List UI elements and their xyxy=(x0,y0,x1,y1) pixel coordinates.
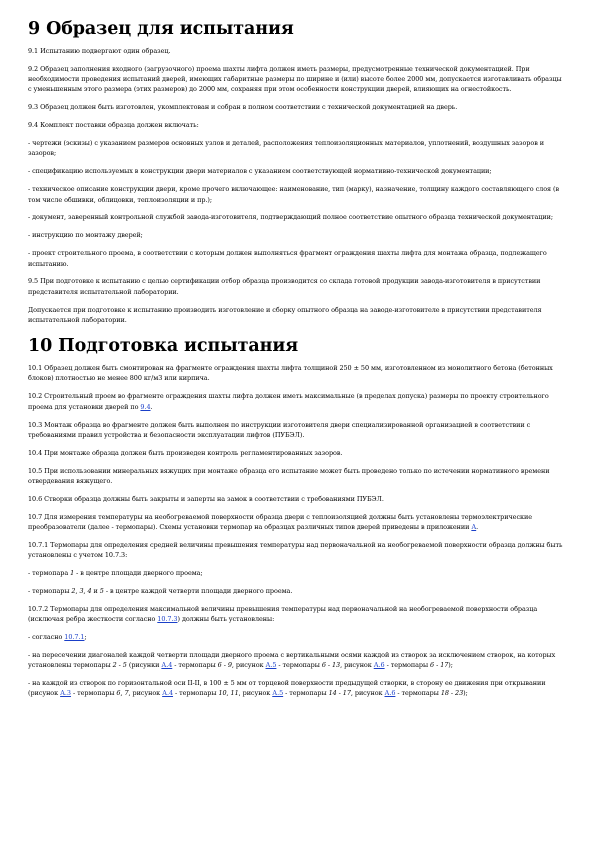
link-figure-a3[interactable]: А.3 xyxy=(60,689,71,698)
text-fragment: . xyxy=(150,402,153,411)
thermocouple-numbers: 2, 3, 4 xyxy=(71,586,92,595)
text-fragment: - термопары xyxy=(384,661,431,670)
text-fragment: - термопары xyxy=(173,689,219,698)
thermocouple-numbers: 6 - 13 xyxy=(321,661,341,670)
paragraph-9-2: 9.2 Образец заполнения входного (загрузочного) проема шахты лифта должен иметь размеры, предусмотренные технической документацией. При необходимости проведения испытаний дверей, имеющих габаритные размеры по ширине и (или) высоте более 2000 мм, допускается изготавливать образцы с уменьшенным этого размера (этих размеров) до 2000 мм, сохраняя при этом особенности конструкции дверей, влияющих на огнестойкость. xyxy=(28,64,562,94)
text-fragment: , рисунок xyxy=(128,689,163,698)
text-fragment: ); xyxy=(463,689,468,698)
paragraph-10-3: 10.3 Монтаж образца во фрагменте должен быть выполнен по инструкции изготовителя двери специализированной организацией в соответствии с требованиями правил устройства и безопасности эксплуатации лифтов (ПУБЭЛ). xyxy=(28,420,531,439)
text-fragment: 10.7.2 Термопары для определения максимальной величины превышения температуры над первоначальной на необогреваемой поверхности образца (исключая ребра жесткости согласно xyxy=(28,604,538,624)
list-item-according-10-7-1 xyxy=(28,632,564,642)
text-fragment: - термопары xyxy=(395,689,441,698)
link-9-4[interactable]: 9.4 xyxy=(140,402,151,411)
text-fragment: , рисунок xyxy=(238,689,273,698)
text-fragment: . xyxy=(476,523,479,531)
link-figure-a4[interactable]: А.4 xyxy=(162,689,174,698)
text-fragment: - термопары xyxy=(283,689,329,698)
thermocouple-numbers: 6 - 17 xyxy=(430,661,449,670)
link-figure-a5[interactable]: А.5 xyxy=(272,689,284,698)
text-fragment: (рисунки xyxy=(126,661,162,670)
thermocouple-numbers: 6 - 9 xyxy=(217,661,232,670)
text-fragment: 10.7 Для измерения температуры на необогреваемой поверхности образца двери с теплоизоляцией должны быть установлены термоэлектрические преобразователи (далее - термопары). Схемы установки термопар на образцах различных типов дверей приведены в приложении xyxy=(28,512,532,531)
text-fragment: - в центре каждой четверти площади дверного проема. xyxy=(103,586,293,595)
list-item-thermocouple-1 xyxy=(28,568,564,578)
text-fragment: - термопары xyxy=(70,689,117,698)
paragraph-10-7 xyxy=(28,512,564,533)
text-fragment: - на пересечении диагоналей каждой четверти площади дверного проема с вертикальными осями каждой из створок за исключением створок, на которых установлены термопары xyxy=(28,650,556,670)
thermocouple-numbers: 2 - 5 xyxy=(112,661,127,670)
paragraph-10-7-2 xyxy=(28,604,564,625)
list-item-opening-project: - проект строительного проема, в соответствии с которым должен выполняться фрагмент ограждения шахты лифта для монтажа образца, подлежащего испытанию. xyxy=(28,249,547,268)
text-fragment: и xyxy=(91,586,100,595)
paragraph-9-4: 9.4 Комплект поставки образца должен включать: xyxy=(28,121,199,130)
text-fragment: - термопары xyxy=(28,586,72,595)
list-item-thermocouples-2-5 xyxy=(28,586,564,596)
link-appendix-a[interactable]: А xyxy=(471,523,477,531)
thermocouple-number: 1 xyxy=(70,569,75,578)
link-10-7-3[interactable]: 10.7.3 xyxy=(157,615,178,624)
paragraph-9-3: 9.3 Образец должен быть изготовлен, укомплектован и собран в полном соответствии с технической документацией на дверь. xyxy=(28,103,458,112)
thermocouple-numbers: 14 - 17 xyxy=(328,689,351,698)
paragraph-10-6: 10.6 Створки образца должны быть закрыты и заперты на замок в соответствии с требованиями ПУБЭЛ. xyxy=(28,494,384,503)
link-figure-a5[interactable]: А.5 xyxy=(265,661,277,670)
thermocouple-numbers: 10, 11 xyxy=(218,689,239,698)
text-fragment: , рисунок xyxy=(231,661,266,670)
section-9-heading: 9 Образец для испытания xyxy=(28,19,294,39)
thermocouple-numbers: 18 - 23 xyxy=(440,689,464,698)
link-figure-a6[interactable]: А.6 xyxy=(384,689,396,698)
list-item-installation-manual: - инструкцию по монтажу дверей; xyxy=(28,231,143,240)
text-fragment: 10.2 Строительный проем во фрагменте ограждения шахты лифта должен иметь максимальные (в пределах допуска) размеры по проекту строительного проема для установки дверей по xyxy=(28,392,549,411)
paragraph-10-1: 10.1 Образец должен быть смонтирован на фрагменте ограждения шахты лифта толщиной 250 ± 50 мм, изготовленном из монолитного бетона (бетонных блоков) плотностью не менее 800 кг/м3 или кирпича. xyxy=(28,364,553,383)
thermocouple-numbers: 6, 7 xyxy=(116,689,129,698)
list-item-horizontal-axis xyxy=(28,678,564,699)
text-fragment: - в центре площади дверного проема; xyxy=(74,569,203,578)
text-fragment: - на каждой из створок по горизонтальной оси II-II, в 100 ± 5 мм от торцевой поверхности предыдущей створки, в сторону ее движения при открывании (рисунок xyxy=(28,679,546,698)
text-fragment: - согласно xyxy=(28,633,65,642)
list-item-drawings: - чертежи (эскизы) с указанием размеров основных узлов и деталей, расположения теплоизоляционных материалов, уплотнений, воздушных зазоров и зазоров; xyxy=(28,139,545,158)
link-figure-a4[interactable]: А.4 xyxy=(161,661,173,670)
text-fragment: - термопары xyxy=(172,661,218,670)
text-fragment: - термопара xyxy=(28,569,71,578)
list-item-technical-description: - техническое описание конструкции двери, кроме прочего включающее: наименование, тип (марку), назначение, толщину каждого составляющего слоя (в том числе обшивки, облицовки, теплоизоляции и пр.); xyxy=(28,185,560,204)
thermocouple-number: 5 xyxy=(99,586,104,595)
link-10-7-1[interactable]: 10.7.1 xyxy=(64,633,85,642)
text-fragment: ); xyxy=(448,661,453,670)
text-fragment: - термопары xyxy=(276,661,322,670)
link-figure-a6[interactable]: А.6 xyxy=(373,661,385,670)
paragraph-10-2 xyxy=(28,391,564,412)
paragraph-10-7-1: 10.7.1 Термопары для определения средней величины превышения температуры над первоначальной на необогреваемой поверхности образца должны быть установлены с учетом 10.7.3: xyxy=(28,540,563,560)
paragraph-10-4: 10.4 При монтаже образца должен быть произведен контроль регламентированных зазоров. xyxy=(28,448,343,457)
text-fragment: ; xyxy=(84,633,87,642)
text-fragment: ) должны быть установлены: xyxy=(177,615,275,624)
list-item-diagonals xyxy=(28,650,564,671)
paragraph-9-5-note: Допускается при подготовке к испытанию производить изготовление и сборку опытного образца на заводе-изготовителе в присутствии представителя испытательной лаборатории. xyxy=(28,305,542,324)
list-item-specification: - спецификацию используемых в конструкции двери материалов с указанием соответствующей нормативно-технической документации; xyxy=(28,167,492,176)
document-page xyxy=(28,18,564,706)
paragraph-9-5: 9.5 При подготовке к испытанию с целью сертификации отбор образца производится со склада готовой продукции завода-изготовителя в присутствии представителя испытательной лаборатории. xyxy=(28,277,541,296)
text-fragment: , рисунок xyxy=(340,661,374,670)
text-fragment: , рисунок xyxy=(350,689,385,698)
paragraph-10-5: 10.5 При использовании минеральных вяжущих при монтаже образца его испытание может быть проведено только по истечении нормативного времени отвердевания вяжущего. xyxy=(28,466,550,485)
paragraph-9-1: 9.1 Испытанию подвергают один образец. xyxy=(28,47,171,55)
list-item-conformity-document: - документ, заверенный контрольной службой завода-изготовителя, подтверждающий полное соответствие опытного образца технической документации; xyxy=(28,213,553,222)
section-10-heading: 10 Подготовка испытания xyxy=(28,336,299,357)
